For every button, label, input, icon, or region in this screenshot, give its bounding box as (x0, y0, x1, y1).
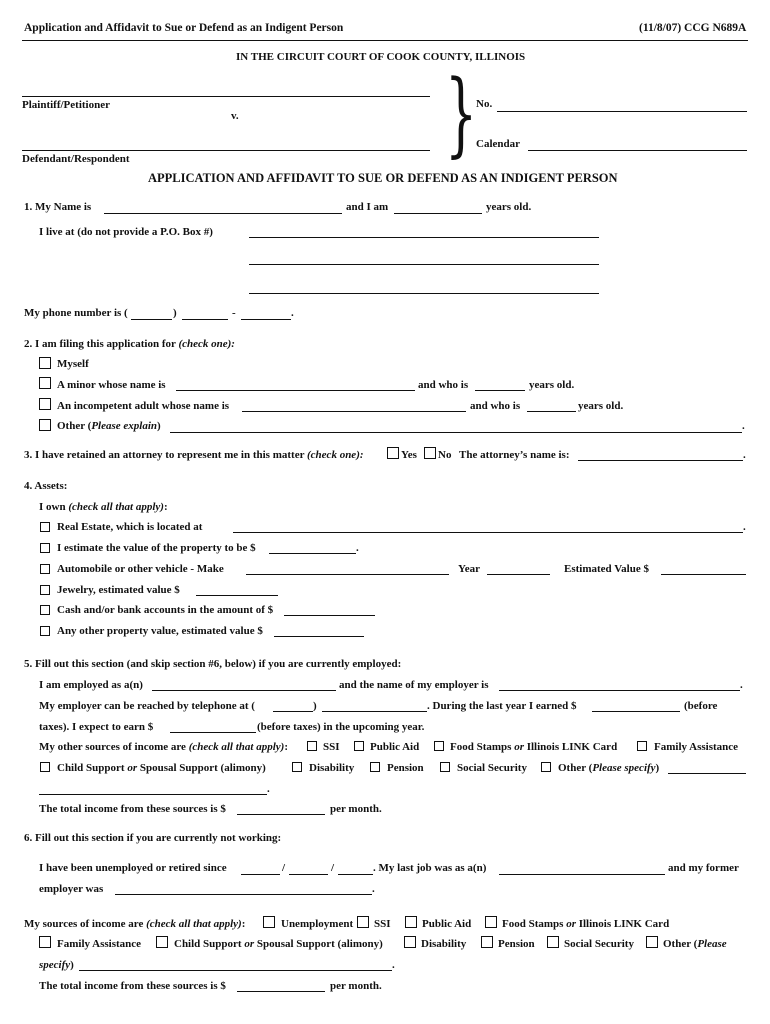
ssi-label: SSI (323, 741, 340, 753)
form-title: APPLICATION AND AFFIDAVIT TO SUE OR DEFEND AS AN INDIGENT PERSON (148, 171, 618, 185)
form-header-title: Application and Affidavit to Sue or Defend as an Indigent Person (24, 22, 344, 34)
employer-phone-paren: ) (313, 700, 317, 712)
attorney-name-field[interactable] (578, 460, 743, 461)
incompetent-checkbox[interactable] (39, 398, 51, 410)
s5-total-income-field[interactable] (237, 814, 325, 815)
food-stamps-checkbox[interactable] (434, 741, 444, 751)
unemployed-month-field[interactable] (241, 874, 280, 875)
s6-family-assistance-checkbox[interactable] (39, 936, 51, 948)
employer-was-label: employer was (39, 883, 104, 895)
phone-dash: - (232, 307, 236, 319)
employer-phone-label: My employer can be reached by telephone at ( (39, 700, 255, 712)
jewelry-label: Jewelry, estimated value $ (57, 584, 180, 596)
disability-label: Disability (309, 762, 355, 774)
other-income-specify-label: Other (Please specify) (558, 762, 660, 774)
s6-per-month-label: per month. (330, 980, 382, 992)
child-support-checkbox[interactable] (40, 762, 50, 772)
ssi-checkbox[interactable] (307, 741, 317, 751)
phone-area-code[interactable] (131, 319, 172, 320)
s6-other-specify-field[interactable] (79, 970, 392, 971)
occupation-field[interactable] (152, 690, 336, 691)
family-assistance-label: Family Assistance (654, 741, 739, 753)
property-value-label: I estimate the value of the property to be $ (57, 542, 256, 554)
versus-label: v. (231, 110, 239, 122)
address-line-1[interactable] (249, 237, 599, 238)
last-job-label: . My last job was as a(n) (373, 862, 487, 874)
myself-checkbox[interactable] (39, 357, 51, 369)
minor-name-field[interactable] (176, 390, 415, 391)
address-line-2[interactable] (249, 264, 599, 265)
s6-social-security-label: Social Security (564, 938, 634, 950)
calendar-label: Calendar (476, 138, 520, 150)
s6-ssi-label: SSI (374, 918, 391, 930)
s6-food-stamps-checkbox[interactable] (485, 916, 497, 928)
food-stamps-label: Food Stamps or Illinois LINK Card (450, 741, 618, 753)
s6-other-label: Other (Please (663, 938, 727, 950)
defendant-label: Defendant/Respondent (22, 153, 130, 165)
unemployed-day-field[interactable] (289, 874, 328, 875)
caption-brace: } (445, 60, 478, 167)
employer-name-label: and the name of my employer is (339, 679, 489, 691)
real-estate-label: Real Estate, which is located at (57, 521, 203, 533)
employer-name-field[interactable] (499, 690, 740, 691)
employer-phone-area-field[interactable] (273, 711, 313, 712)
s6-total-income-field[interactable] (237, 991, 325, 992)
attorney-no-checkbox[interactable] (424, 447, 436, 459)
attorney-yes-label: Yes (401, 449, 417, 461)
s1-years-old: years old. (486, 201, 532, 213)
cash-label: Cash and/or bank accounts in the amount of $ (57, 604, 274, 616)
cash-amount-field[interactable] (284, 615, 375, 616)
jewelry-checkbox[interactable] (40, 585, 50, 595)
disability-checkbox[interactable] (292, 762, 302, 772)
s6-pension-label: Pension (498, 938, 535, 950)
s3-question: 3. I have retained an attorney to represent me in this matter (check one): (24, 449, 364, 461)
unemployed-since-label: I have been unemployed or retired since (39, 862, 227, 874)
s5-total-income-label: The total income from these sources is $ (39, 803, 226, 815)
minor-checkbox[interactable] (39, 377, 51, 389)
expected-earnings-label: taxes). I expect to earn $ (39, 721, 154, 733)
minor-label: A minor whose name is (57, 379, 166, 391)
phone-line-number[interactable] (241, 319, 291, 320)
s6-specify-period: . (392, 959, 395, 971)
s5-heading: 5. Fill out this section (and skip section #6, below) if you are currently employed: (24, 658, 402, 670)
phone-prefix[interactable] (182, 319, 228, 320)
automobile-year-label: Year (458, 563, 480, 575)
header-divider (22, 40, 748, 41)
public-aid-checkbox[interactable] (354, 741, 364, 751)
attorney-yes-checkbox[interactable] (387, 447, 399, 459)
s2-heading: 2. I am filing this application for (check one): (24, 338, 235, 350)
s6-food-stamps-label: Food Stamps or Illinois LINK Card (502, 918, 670, 930)
s5-specify-period: . (267, 783, 270, 795)
former-employer-field[interactable] (115, 894, 372, 895)
incompetent-years-label: years old. (578, 400, 624, 412)
s6-other-checkbox[interactable] (646, 936, 658, 948)
other-party-label: Other (Please explain) (57, 420, 161, 432)
other-income-specify-field[interactable] (668, 773, 746, 774)
phone-period: . (291, 307, 294, 319)
other-income-label: My other sources of income are (check all that apply): (39, 741, 288, 753)
other-income-checkbox[interactable] (541, 762, 551, 772)
other-income-specify-line-2[interactable] (39, 794, 267, 795)
name-field[interactable] (104, 213, 342, 214)
attorney-no-label: No (438, 449, 452, 461)
last-year-earnings-label: . During the last year I earned $ (427, 700, 577, 712)
s6-child-support-label: Child Support or Spousal Support (alimony) (174, 938, 383, 950)
address-line-3[interactable] (249, 293, 599, 294)
s6-public-aid-label: Public Aid (422, 918, 472, 930)
s6-disability-checkbox[interactable] (404, 936, 416, 948)
other-property-value-field[interactable] (274, 636, 364, 637)
s2-period: . (742, 420, 745, 432)
myself-label: Myself (57, 358, 89, 370)
social-security-label: Social Security (457, 762, 527, 774)
last-job-field[interactable] (499, 874, 665, 875)
before-label: (before (684, 700, 718, 712)
attorney-name-label: The attorney’s name is: (459, 449, 570, 461)
real-estate-location-field[interactable] (233, 532, 743, 533)
automobile-label: Automobile or other vehicle - Make (57, 563, 224, 575)
s3-period: . (743, 449, 746, 461)
unemployment-label: Unemployment (281, 918, 354, 930)
other-property-label: Any other property value, estimated value $ (57, 625, 263, 637)
property-value-period: . (356, 542, 359, 554)
s6-pension-checkbox[interactable] (481, 936, 493, 948)
incompetent-and-label: and who is (470, 400, 521, 412)
unemployment-checkbox[interactable] (263, 916, 275, 928)
other-party-explain-field[interactable] (170, 432, 742, 433)
plaintiff-line[interactable] (22, 96, 430, 97)
case-number-line[interactable] (497, 111, 747, 112)
case-number-label: No. (476, 98, 493, 110)
phone-paren: ) (173, 307, 177, 319)
phone-label: My phone number is ( (24, 307, 128, 319)
social-security-checkbox[interactable] (440, 762, 450, 772)
s1-name-label: 1. My Name is (24, 201, 92, 213)
cash-checkbox[interactable] (40, 605, 50, 615)
s6-total-income-label: The total income from these sources is $ (39, 980, 226, 992)
other-party-checkbox[interactable] (39, 419, 51, 431)
minor-age-field[interactable] (475, 390, 525, 391)
s6-child-support-checkbox[interactable] (156, 936, 168, 948)
s6-public-aid-checkbox[interactable] (405, 916, 417, 928)
property-value-checkbox[interactable] (40, 543, 50, 553)
expected-earnings-field[interactable] (170, 732, 256, 733)
automobile-checkbox[interactable] (40, 564, 50, 574)
court-name: IN THE CIRCUIT COURT OF COOK COUNTY, ILLINOIS (236, 51, 526, 63)
jewelry-value-field[interactable] (196, 595, 278, 596)
date-slash-2: / (331, 862, 335, 874)
upcoming-year-label: (before taxes) in the upcoming year. (257, 721, 425, 733)
real-estate-checkbox[interactable] (40, 522, 50, 532)
plaintiff-label: Plaintiff/Petitioner (22, 99, 110, 111)
employer-name-period: . (740, 679, 743, 691)
date-slash-1: / (282, 862, 286, 874)
former-employer-label: and my former (668, 862, 739, 874)
automobile-year-field[interactable] (487, 574, 550, 575)
s4-heading: 4. Assets: (24, 480, 68, 492)
automobile-make-field[interactable] (246, 574, 449, 575)
s6-specify-label: specify) (39, 959, 74, 971)
minor-years-label: years old. (529, 379, 575, 391)
address-label: I live at (do not provide a P.O. Box #) (39, 226, 213, 238)
occupation-label: I am employed as a(n) (39, 679, 143, 691)
form-number: (11/8/07) CCG N689A (639, 22, 747, 34)
s6-ssi-checkbox[interactable] (357, 916, 369, 928)
s6-social-security-checkbox[interactable] (547, 936, 559, 948)
s6-family-assistance-label: Family Assistance (57, 938, 142, 950)
pension-label: Pension (387, 762, 424, 774)
s5-per-month-label: per month. (330, 803, 382, 815)
unemployed-year-field[interactable] (338, 874, 373, 875)
former-employer-period: . (372, 883, 375, 895)
calendar-line[interactable] (528, 150, 747, 151)
real-estate-period: . (743, 521, 746, 533)
incompetent-label: An incompetent adult whose name is (57, 400, 230, 412)
property-value-field[interactable] (269, 553, 356, 554)
pension-checkbox[interactable] (370, 762, 380, 772)
family-assistance-checkbox[interactable] (637, 741, 647, 751)
minor-and-label: and who is (418, 379, 469, 391)
s6-sources-label: My sources of income are (check all that apply): (24, 918, 246, 930)
other-property-checkbox[interactable] (40, 626, 50, 636)
child-support-label: Child Support or Spousal Support (alimony) (57, 762, 266, 774)
public-aid-label: Public Aid (370, 741, 420, 753)
s1-and-i-am: and I am (346, 201, 389, 213)
age-field[interactable] (394, 213, 482, 214)
incompetent-name-field[interactable] (242, 411, 466, 412)
incompetent-age-field[interactable] (527, 411, 576, 412)
automobile-value-field[interactable] (661, 574, 746, 575)
i-own-label: I own (check all that apply): (39, 501, 168, 513)
s6-disability-label: Disability (421, 938, 467, 950)
employer-phone-field[interactable] (322, 711, 427, 712)
last-year-earnings-field[interactable] (592, 711, 680, 712)
automobile-value-label: Estimated Value $ (564, 563, 649, 575)
defendant-line[interactable] (22, 150, 430, 151)
s6-heading: 6. Fill out this section if you are currently not working: (24, 832, 282, 844)
